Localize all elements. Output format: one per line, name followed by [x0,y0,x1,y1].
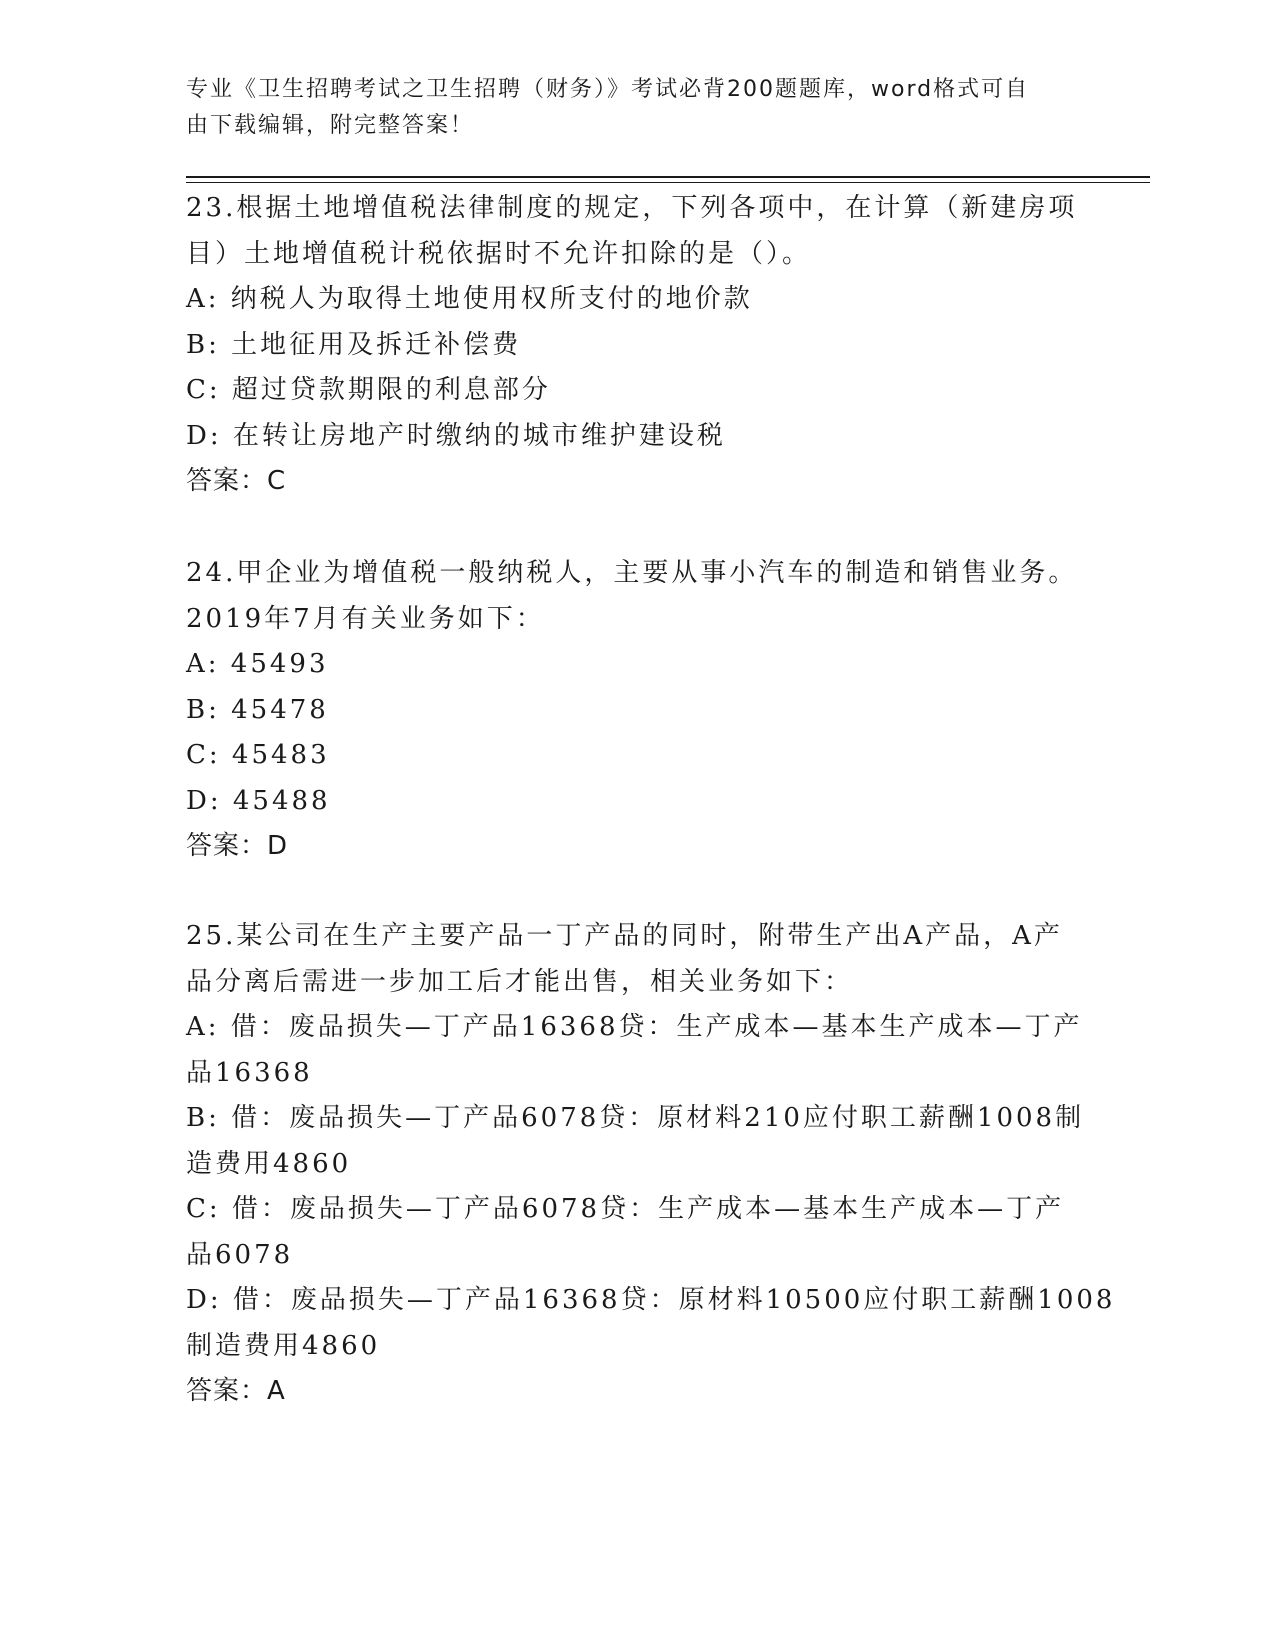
question-stem: 目）土地增值税计税依据时不允许扣除的是（）。 [186,238,812,269]
question-stem: 25.某公司在生产主要产品一丁产品的同时，附带生产出A产品，A产 [186,921,1063,951]
question-24 [186,551,1086,870]
option-c: C: 45483 [186,740,330,770]
option-a-continued: 品16368 [186,1057,313,1088]
answer-label: 答案：A [186,1376,286,1406]
header-divider [186,176,1150,178]
option-b: B: 借：废品损失—丁产品6078贷：原材料210应付职工薪酬1008制 [186,1103,1085,1133]
option-b: B: 45478 [186,694,329,725]
option-d-continued: 制造费用4860 [186,1330,381,1361]
option-d: D: 借：废品损失—丁产品16368贷：原材料10500应付职工薪酬1008 [186,1285,1116,1315]
option-c: C: 超过贷款期限的利息部分 [186,375,551,405]
header-line: 专业《卫生招聘考试之卫生招聘（财务）》考试必背200题题库，word格式可自 [186,77,1030,102]
option-c-continued: 品6078 [186,1239,294,1270]
header-divider [186,182,1150,183]
question-stem: 23.根据土地增值税法律制度的规定，下列各项中，在计算（新建房项 [186,193,1078,223]
option-a: A: 45493 [186,649,329,679]
answer-label: 答案：C [186,466,287,496]
option-b: B: 土地征用及拆迁补偿费 [186,329,522,360]
option-d: D: 45488 [186,785,331,816]
option-b-continued: 造费用4860 [186,1148,352,1179]
question-23 [186,186,1086,505]
question-25 [186,914,1116,1415]
option-c: C: 借：废品损失—丁产品6078贷：生产成本—基本生产成本—丁产 [186,1194,1065,1224]
document-header [186,72,1066,144]
question-stem: 24.甲企业为增值税一般纳税人，主要从事小汽车的制造和销售业务。 [186,558,1078,588]
header-line: 由下载编辑，附完整答案！ [186,113,475,138]
question-stem: 品分离后需进一步加工后才能出售，相关业务如下： [186,966,854,997]
option-a: A: 借：废品损失—丁产品16368贷：生产成本—基本生产成本—丁产 [186,1012,1083,1042]
answer-label: 答案：D [186,831,289,861]
option-d: D: 在转让房地产时缴纳的城市维护建设税 [186,420,726,451]
question-stem: 2019年7月有关业务如下： [186,603,545,634]
option-a: A: 纳税人为取得土地使用权所支付的地价款 [186,284,753,314]
